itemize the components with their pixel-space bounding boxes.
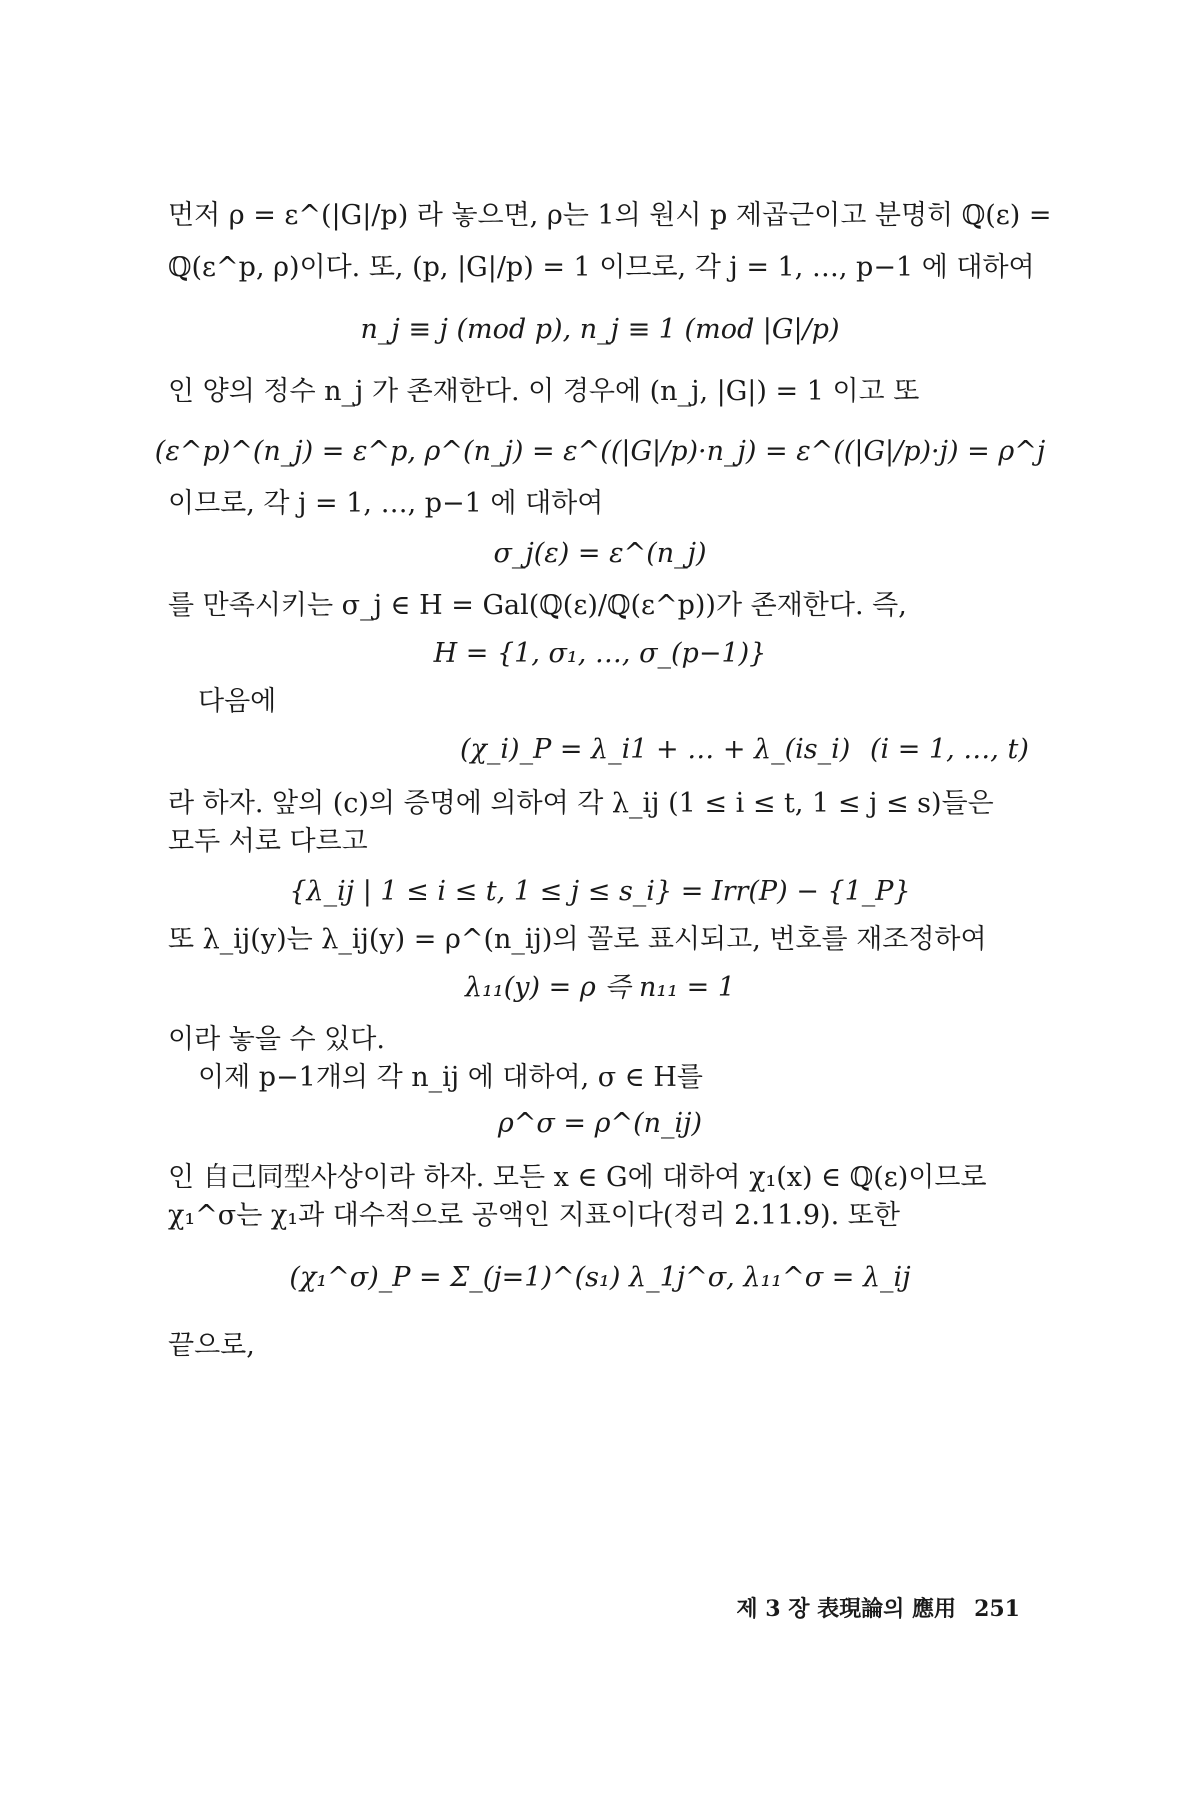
text-line-3-content: 인 양의 정수 n_j 가 존재한다. 이 경우에 (n_j, |G|) = 1 이고 또 [168,376,920,407]
text-line-14 [168,1326,1048,1366]
equation-restriction-main: (χ_i)_P = λ_i1 + … + λ_(is_i) [460,734,851,765]
text-line-4 [168,484,1048,524]
equation-irr-content: {λ_ij | 1 ≤ i ≤ t, 1 ≤ j ≤ s_i} = Irr(P) − {1_P} [289,876,911,907]
equation-lambda11 [0,968,1200,1008]
text-line-13 [168,1196,1048,1236]
page-number: 251 [974,1596,1020,1622]
text-line-3 [168,372,1048,412]
equation-rho-sigma-content: ρ^σ = ρ^(n_ij) [497,1108,703,1139]
text-line-11 [198,1058,1078,1098]
text-line-9-content: 또 λ_ij(y)는 λ_ij(y) = ρ^(n_ij)의 꼴로 표시되고, 번호를 재조정하여 [168,924,987,955]
equation-sigma-content: σ_j(ε) = ε^(n_j) [493,538,707,569]
equation-rho-sigma [0,1104,1200,1144]
equation-congruence-content: n_j ≡ j (mod p), n_j ≡ 1 (mod |G|/p) [360,314,840,345]
text-line-10-content: 이라 놓을 수 있다. [168,1024,385,1055]
equation-irr [0,872,1200,912]
equation-congruence [0,310,1200,350]
text-line-6-content: 다음에 [198,686,277,717]
equation-H-content: H = {1, σ₁, …, σ_(p−1)} [433,638,767,669]
text-line-12 [168,1158,1048,1198]
text-line-7-content: 라 하자. 앞의 (c)의 증명에 의하여 각 λ_ij (1 ≤ i ≤ t, 1 ≤ j ≤ s)들은 [168,788,994,819]
equation-powers-content: (ε^p)^(n_j) = ε^p, ρ^(n_j) = ε^((|G|/p)·n_j) = ε^((|G|/p)·j) = ρ^j [154,436,1046,467]
text-line-7 [168,784,1048,824]
text-line-2 [168,248,1048,288]
text-line-4-content: 이므로, 각 j = 1, …, p−1 에 대하여 [168,488,604,519]
text-line-1-content: 먼저 ρ = ε^(|G|/p) 라 놓으면, ρ는 1의 원시 p 제곱근이고 분명히 ℚ(ε) = [168,200,1052,231]
text-line-1 [168,196,1052,236]
equation-sigma [0,534,1200,574]
text-line-12-content: 인 自己同型사상이라 하자. 모든 x ∈ G에 대하여 χ₁(x) ∈ ℚ(ε)이므로 [168,1162,987,1193]
equation-chi-sigma-content: (χ₁^σ)_P = Σ_(j=1)^(s₁) λ_1j^σ, λ₁₁^σ = λ_ij [289,1262,911,1293]
text-line-5 [168,586,1048,626]
text-line-6 [198,682,1078,722]
text-line-13-content: χ₁^σ는 χ₁과 대수적으로 공액인 지표이다(정리 2.11.9). 또한 [168,1200,900,1231]
page-footer [0,1592,1020,1623]
text-line-11-content: 이제 p−1개의 각 n_ij 에 대하여, σ ∈ H를 [198,1062,704,1093]
text-line-8 [168,822,1048,862]
equation-chi-sigma [0,1258,1200,1298]
text-line-5-content: 를 만족시키는 σ_j ∈ H = Gal(ℚ(ε)/ℚ(ε^p))가 존재한다. 즉, [168,590,907,621]
equation-lambda11-content: λ₁₁(y) = ρ 즉 n₁₁ = 1 [465,972,735,1003]
text-line-2-content: ℚ(ε^p, ρ)이다. 또, (p, |G|/p) = 1 이므로, 각 j = 1, …, p−1 에 대하여 [168,252,1035,283]
chapter-title: 제 3 장 表現論의 應用 [736,1596,957,1622]
text-line-8-content: 모두 서로 다르고 [168,826,368,857]
text-line-14-content: 끝으로, [168,1330,255,1361]
text-line-10 [168,1020,1048,1060]
equation-powers [0,432,1200,472]
text-line-9 [168,920,1048,960]
equation-H [0,634,1200,674]
equation-restriction-condition: (i = 1, …, t) [870,734,1029,765]
